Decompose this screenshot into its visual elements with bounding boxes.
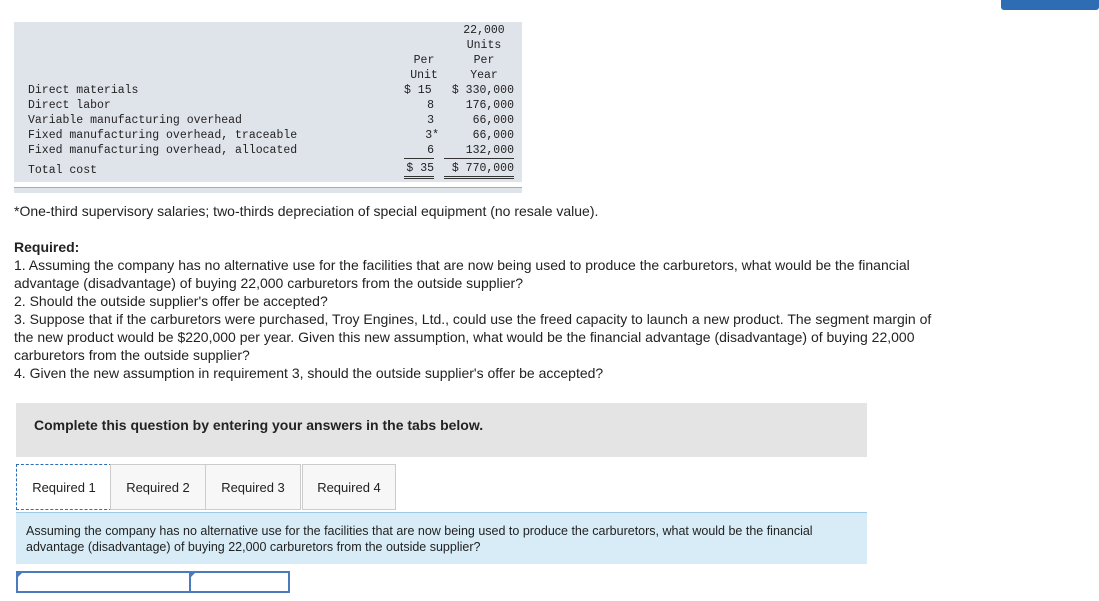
- row-per-year: 176,000: [465, 99, 514, 112]
- tab-required-3[interactable]: Required 3: [205, 464, 301, 510]
- per-year-header-3: Per: [473, 54, 495, 67]
- question-prompt: Assuming the company has no alternative use for the facilities that are now being used to produce the carburetors, what would be the financial advantage (disadvantage) of buying 22,000 carburetors from the outside supplier?: [26, 524, 813, 554]
- row-per-unit: $ 15: [404, 84, 432, 97]
- per-year-header-4: Year: [470, 69, 498, 82]
- footnote: *One-third supervisory salaries; two-thirds depreciation of special equipment (no resale value).: [14, 203, 599, 219]
- row-per-year: 66,000: [472, 129, 514, 142]
- requirements: [14, 238, 954, 382]
- tab-required-2[interactable]: Required 2: [110, 464, 206, 510]
- row-label: Direct labor: [28, 99, 111, 112]
- table-divider: [14, 187, 522, 193]
- required-item-2: 2. Should the outside supplier's offer be accepted?: [14, 293, 328, 309]
- total-per-year: $ 770,000: [444, 161, 514, 179]
- per-year-header-2: Units: [466, 39, 502, 52]
- row-label: Variable manufacturing overhead: [28, 114, 242, 127]
- input-marker-icon: [190, 572, 196, 578]
- row-per-unit: 3*: [425, 129, 439, 142]
- row-per-year: 132,000: [444, 143, 514, 159]
- required-item-3: 3. Suppose that if the carburetors were purchased, Troy Engines, Ltd., could use the freed capacity to launch a new product. The segment margin of the new product would be $220,000 per year. Given this new assumption, what would be the financial advantage (disadvantage) of buying 22,000 carburetors from the outside supplier?: [14, 311, 932, 363]
- input-marker-icon: [17, 572, 23, 578]
- instructions-text: Complete this question by entering your answers in the tabs below.: [34, 417, 484, 433]
- row-label: Direct materials: [28, 84, 139, 97]
- check-my-work-button[interactable]: [1001, 0, 1099, 10]
- tab-required-4[interactable]: Required 4: [302, 464, 396, 510]
- row-label: Fixed manufacturing overhead, allocated: [28, 144, 298, 157]
- question-panel: [16, 512, 867, 564]
- row-per-unit: 3: [427, 114, 434, 127]
- per-year-header-1: 22,000: [463, 24, 505, 37]
- row-label: Fixed manufacturing overhead, traceable: [28, 129, 298, 142]
- required-item-4: 4. Given the new assumption in requirement 3, should the outside supplier's offer be accepted?: [14, 365, 604, 381]
- total-label: Total cost: [28, 164, 98, 177]
- instructions-box: [16, 403, 867, 457]
- required-title: Required:: [14, 239, 80, 255]
- per-unit-header-2: Unit: [410, 69, 438, 82]
- tab-required-1[interactable]: Required 1: [16, 464, 112, 510]
- row-per-year: $ 330,000: [451, 84, 514, 97]
- row-per-unit: 6: [404, 143, 434, 159]
- total-per-unit: $ 35: [404, 161, 434, 179]
- row-per-year: 66,000: [472, 114, 514, 127]
- cost-table: [14, 22, 522, 182]
- required-item-1: 1. Assuming the company has no alternative use for the facilities that are now being used to produce the carburetors, what would be the financial advantage (disadvantage) of buying 22,000 carburetors from the outside supplier?: [14, 257, 910, 291]
- per-unit-header-1: Per: [413, 54, 435, 67]
- answer-amount-field[interactable]: [189, 571, 290, 593]
- row-per-unit: 8: [427, 99, 434, 112]
- answer-label-field[interactable]: [16, 571, 191, 593]
